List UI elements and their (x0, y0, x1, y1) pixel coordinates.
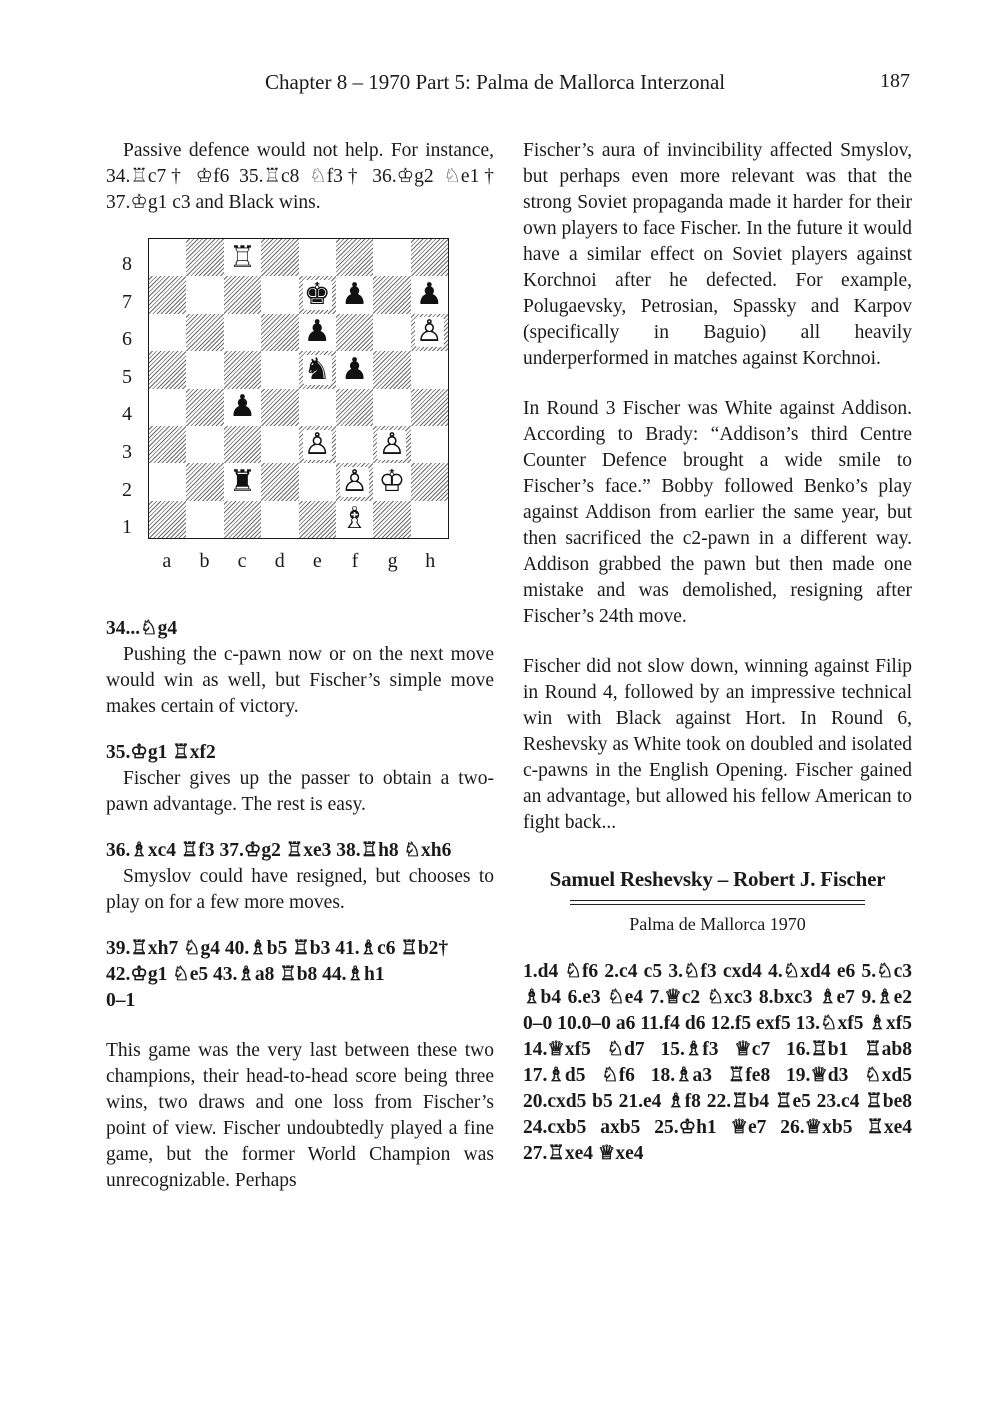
rank-label: 7 (122, 290, 132, 313)
square-g6 (373, 314, 410, 351)
file-label: d (274, 550, 285, 572)
move-39: 39.♖xh7 ♘g4 40.♗b5 ♖b3 41.♗c6 ♖b2† (106, 938, 449, 959)
square-f3 (336, 426, 373, 463)
square-h2 (411, 463, 448, 500)
file-label: a (162, 550, 172, 572)
square-a5 (149, 351, 186, 388)
chess-piece-icon: ♔ (378, 463, 406, 499)
comment-34: Pushing the c-pawn now or on the next move would win as well, but Fischer’s simple move makes certain of victory. (106, 644, 494, 717)
square-f5 (336, 351, 373, 388)
square-f7 (336, 276, 373, 313)
square-f8 (336, 239, 373, 276)
square-g2 (373, 463, 410, 500)
chess-piece-icon: ♟ (341, 277, 369, 313)
square-a2 (149, 463, 186, 500)
chess-piece-icon: ♟ (341, 351, 369, 387)
square-d5 (261, 351, 298, 388)
square-h6 (411, 314, 448, 351)
square-h8 (411, 239, 448, 276)
chess-piece-icon: ♙ (341, 463, 369, 499)
square-a1 (149, 501, 186, 538)
square-c5 (224, 351, 261, 388)
chess-piece-icon: ♙ (415, 314, 443, 350)
square-d3 (261, 426, 298, 463)
intro-paragraph: Passive defence would not help. For instance, 34.♖c7† ♔f6 35.♖c8 ♘f3† 36.♔g2 ♘e1† 37.♔g1 c3 and Black wins. (106, 140, 494, 213)
square-b2 (186, 463, 223, 500)
square-f2 (336, 463, 373, 500)
move-36: 36.♗xc4 ♖f3 37.♔g2 ♖xe3 38.♖h8 ♘xh6 (106, 840, 452, 861)
square-c8 (224, 239, 261, 276)
paragraph-addison: In Round 3 Fischer was White against Addison. According to Brady: “Addison’s third Centre Counter Defence brought a wide smile to Fischer’s face.” Bobby followed Benko’s play against Addison from earlier the same year, but then sacrificed the c2-pawn in a different way. Addison grabbed the pawn but then made one mistake and was demolished, resigning after Fischer’s 24th move. (523, 398, 912, 627)
rank-label: 2 (122, 478, 132, 501)
square-a6 (149, 314, 186, 351)
square-b1 (186, 501, 223, 538)
square-f6 (336, 314, 373, 351)
chess-board (148, 238, 449, 539)
comment-35: Fischer gives up the passer to obtain a two-pawn advantage. The rest is easy. (106, 768, 494, 815)
rank-label: 6 (122, 328, 132, 351)
square-c2 (224, 463, 261, 500)
running-head: Chapter 8 – 1970 Part 5: Palma de Mallorca Interzonal (265, 70, 726, 94)
square-d2 (261, 463, 298, 500)
square-b4 (186, 389, 223, 426)
square-g5 (373, 351, 410, 388)
square-b6 (186, 314, 223, 351)
rank-label: 4 (122, 403, 132, 426)
square-e3 (299, 426, 336, 463)
square-d4 (261, 389, 298, 426)
square-d7 (261, 276, 298, 313)
file-label: c (237, 550, 247, 572)
game-result: 0–1 (106, 990, 136, 1011)
rank-label: 3 (122, 440, 132, 463)
closing-paragraph: This game was the very last between these two champions, their head-to-head score being three wins, two draws and one loss from Fischer’s point of view. Fischer undoubtedly played a fine game, but the former World Champion was unrecognizable. Perhaps (106, 1040, 494, 1191)
game-heading: Samuel Reshevsky – Robert J. Fischer (549, 867, 886, 891)
rank-label: 5 (122, 365, 132, 388)
game-moves: 1.d4 ♘f6 2.c4 c5 3.♘f3 cxd4 4.♘xd4 e6 5.♘c3 ♗b4 6.e3 ♘e4 7.♕c2 ♘xc3 8.bxc3 ♗e7 9.♗e2 0–0 10.0–0 a6 11.f4 d6 12.f5 exf5 13.♘xf5 ♗xf5 14.♕xf5 ♘d7 15.♗f3 ♕c7 16.♖b1 ♖ab8 17.♗d5 ♘f6 18.♗a3 ♖fe8 19.♕d3 ♘xd5 20.cxd5 b5 21.e4 ♗f8 22.♖b4 ♖e5 23.c4 ♖be8 24.cxb5 axb5 25.♔h1 ♕e7 26.♕xb5 ♖xe4 27.♖xe4 ♕xe4 (523, 961, 912, 1164)
chess-piece-icon: ♖ (228, 239, 256, 275)
square-h7 (411, 276, 448, 313)
file-label: g (387, 550, 398, 572)
square-d8 (261, 239, 298, 276)
square-g1 (373, 501, 410, 538)
chess-piece-icon: ♙ (303, 426, 331, 462)
square-f4 (336, 389, 373, 426)
square-c7 (224, 276, 261, 313)
file-label: e (312, 550, 322, 572)
move-34: 34...♘g4 (106, 618, 178, 639)
square-g7 (373, 276, 410, 313)
square-a7 (149, 276, 186, 313)
square-c3 (224, 426, 261, 463)
square-b5 (186, 351, 223, 388)
square-c6 (224, 314, 261, 351)
rank-label: 1 (122, 516, 132, 539)
square-h5 (411, 351, 448, 388)
right-column (523, 138, 912, 1167)
chess-piece-icon: ♞ (303, 351, 331, 387)
square-c1 (224, 501, 261, 538)
move-42: 42.♔g1 ♘e5 43.♗a8 ♖b8 44.♗h1 (106, 964, 385, 985)
square-g3 (373, 426, 410, 463)
square-h4 (411, 389, 448, 426)
square-c4 (224, 389, 261, 426)
paragraph-smyslov: Fischer’s aura of invincibility affected Smyslov, but perhaps even more relevant was that the strong Soviet propaganda made it harder for their own players to face Fischer. In the future it would have a similar effect on Soviet players against Korchnoi after he defected. For example, Polugaevsky, Petrosian, Spassky and Karpov (specifically in Baguio) all heavily underperformed in matches against Korchnoi. (523, 140, 912, 369)
square-g4 (373, 389, 410, 426)
chess-piece-icon: ♚ (303, 277, 331, 313)
square-a3 (149, 426, 186, 463)
square-d6 (261, 314, 298, 351)
square-f1 (336, 501, 373, 538)
file-label: f (351, 550, 359, 572)
paragraph-reshevsky: Fischer did not slow down, winning against Filip in Round 4, followed by an impressive technical win with Black against Hort. In Round 6, Reshevsky as White took on doubled and isolated c-pawns in the English Opening. Fischer gained an advantage, but allowed his fellow American to fight back... (523, 656, 912, 833)
chess-piece-icon: ♟ (228, 389, 256, 425)
chess-piece-icon: ♗ (341, 501, 369, 537)
double-rule-divider (570, 900, 865, 905)
square-h1 (411, 501, 448, 538)
move-35: 35.♔g1 ♖xf2 (106, 742, 216, 763)
chess-piece-icon: ♙ (378, 426, 406, 462)
square-e4 (299, 389, 336, 426)
square-e7 (299, 276, 336, 313)
square-e2 (299, 463, 336, 500)
square-b3 (186, 426, 223, 463)
comment-36: Smyslov could have resigned, but chooses to play on for a few more moves. (106, 866, 494, 913)
file-label: h (425, 550, 436, 572)
square-e1 (299, 501, 336, 538)
page-header (0, 70, 1000, 100)
page-number: 187 (880, 70, 910, 92)
file-labels (148, 548, 449, 574)
chess-piece-icon: ♜ (228, 463, 256, 499)
file-label: b (199, 550, 210, 572)
chess-piece-icon: ♟ (303, 314, 331, 350)
square-e8 (299, 239, 336, 276)
square-e6 (299, 314, 336, 351)
game-venue: Palma de Mallorca 1970 (629, 914, 806, 934)
square-a4 (149, 389, 186, 426)
square-e5 (299, 351, 336, 388)
chess-piece-icon: ♟ (415, 277, 443, 313)
square-g8 (373, 239, 410, 276)
square-a8 (149, 239, 186, 276)
rank-labels (122, 246, 142, 547)
rank-label: 8 (122, 253, 132, 275)
chess-diagram (106, 236, 494, 608)
square-b8 (186, 239, 223, 276)
square-b7 (186, 276, 223, 313)
square-d1 (261, 501, 298, 538)
square-h3 (411, 426, 448, 463)
left-column (106, 138, 494, 1194)
